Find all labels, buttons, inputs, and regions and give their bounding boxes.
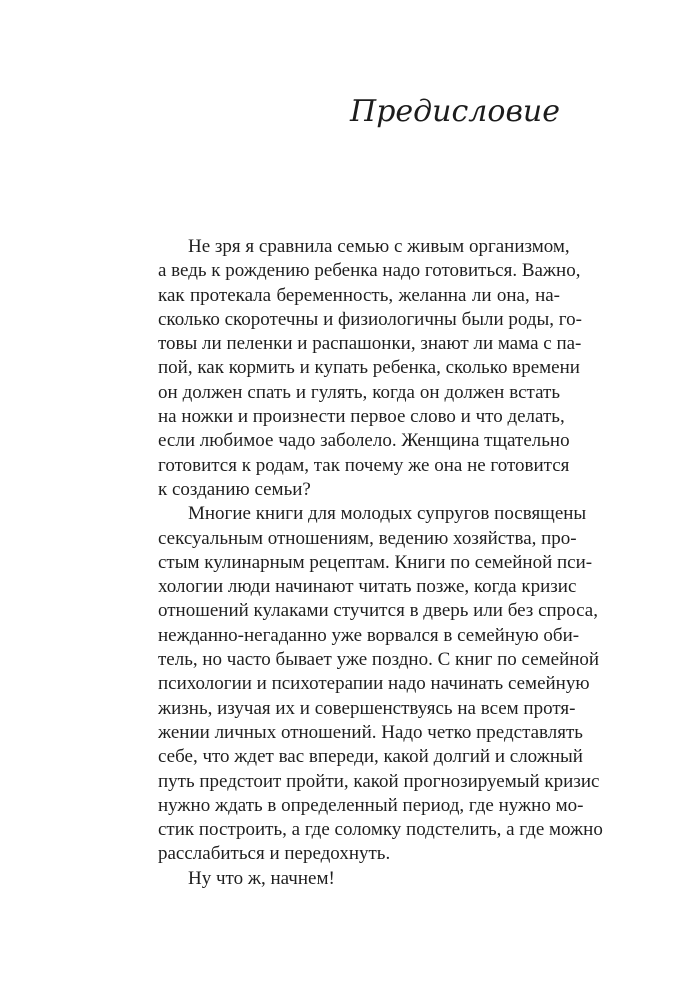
text-line: Не зря я сравнила семью с живым организмом,	[188, 236, 570, 257]
text-line: готовится к родам, так почему же она не готовится	[158, 454, 570, 476]
text-line: стым кулинарным рецептам. Книги по семейной пси-	[158, 551, 593, 573]
text-line: к созданию семьи?	[158, 478, 311, 500]
text-line: жении личных отношений. Надо четко представлять	[158, 721, 583, 743]
text-line: путь предстоит пройти, какой прогнозируемый кризис	[158, 770, 600, 792]
text-line: психологии и психотерапии надо начинать семейную	[158, 673, 590, 695]
text-line: хологии люди начинают читать позже, когда кризис	[158, 576, 577, 598]
text-line: если любимое чадо заболело. Женщина тщательно	[158, 430, 570, 452]
text-line: нужно ждать в определенный период, где нужно мо-	[158, 794, 584, 816]
text-line: сексуальным отношениям, ведению хозяйства, про-	[158, 527, 577, 549]
text-line: стик построить, а где соломку подстелить, а где можно	[158, 819, 603, 841]
text-line: как протекала беременность, желанна ли она, на-	[158, 284, 560, 306]
text-line: отношений кулаками стучится в дверь или без спроса,	[158, 600, 598, 622]
text-line: себе, что ждет вас впереди, какой долгий и сложный	[158, 746, 583, 768]
body-text	[158, 235, 603, 891]
text-line: пой, как кормить и купать ребенка, сколько времени	[158, 357, 580, 379]
text-line: товы ли пеленки и распашонки, знают ли мама с па-	[158, 333, 582, 355]
text-line: расслабиться и передохнуть.	[158, 843, 391, 865]
text-line: нежданно-негаданно уже ворвался в семейную оби-	[158, 624, 580, 646]
text-line: на ножки и произнести первое слово и что делать,	[158, 406, 565, 428]
text-line: он должен спать и гулять, когда он должен встать	[158, 381, 560, 403]
chapter-title: Предисловие	[350, 94, 560, 129]
paragraph	[158, 235, 582, 502]
text-line: Многие книги для молодых супругов посвящены	[188, 503, 587, 525]
text-line: тель, но часто бывает уже поздно. С книг по семейной	[158, 649, 600, 671]
paragraph	[158, 867, 560, 891]
text-line: Ну что ж, начнем!	[188, 867, 335, 889]
text-line: жизнь, изучая их и совершенствуясь на всем протя-	[158, 697, 576, 719]
text-line: а ведь к рождению ребенка надо готовиться. Важно,	[158, 260, 581, 282]
text-line: сколько скоротечны и физиологичны были роды, го-	[158, 308, 582, 330]
paragraph	[158, 502, 603, 866]
